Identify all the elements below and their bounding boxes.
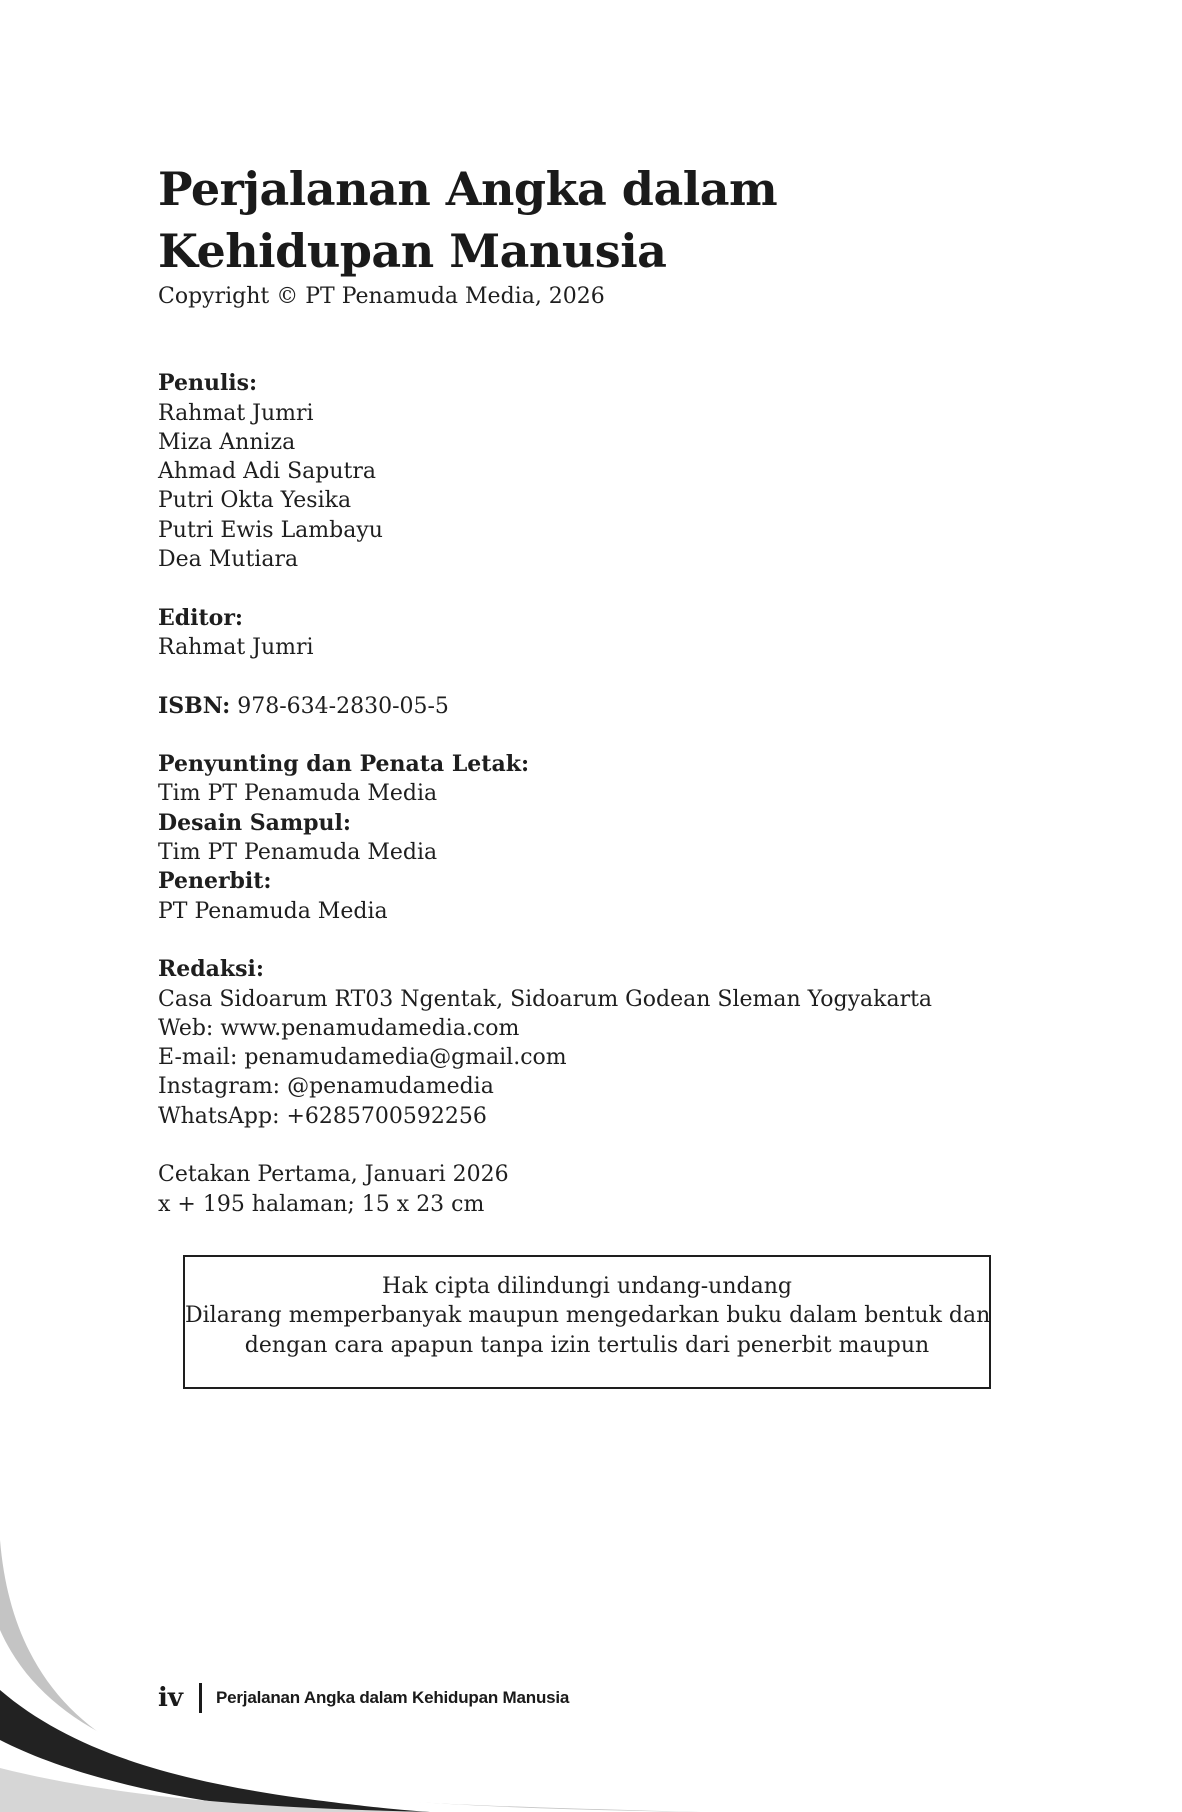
editor-name: Rahmat Jumri: [158, 634, 314, 660]
penyunting-label: Penyunting dan Penata Letak:: [158, 751, 530, 778]
author-name: Putri Ewis Lambayu: [158, 517, 383, 543]
redaksi-label: Redaksi:: [158, 956, 265, 983]
redaksi-web: Web: www.penamudamedia.com: [158, 1015, 520, 1041]
desain-label: Desain Sampul:: [158, 809, 352, 836]
author-name: Rahmat Jumri: [158, 400, 314, 426]
copyright-notice-box: [183, 1255, 991, 1389]
author-name: Putri Okta Yesika: [158, 488, 352, 514]
author-name: Miza Anniza: [158, 429, 296, 455]
notice-line-2: Dilarang memperbanyak maupun mengedarkan buku dalam bentuk dan: [185, 1303, 991, 1329]
redaksi-address: Casa Sidoarum RT03 Ngentak, Sidoarum Godean Sleman Yogyakarta: [158, 986, 933, 1012]
footer-separator: [199, 1683, 202, 1713]
book-title: Perjalanan Angka dalam Kehidupan Manusia: [158, 162, 778, 278]
pages-line: x + 195 halaman; 15 x 23 cm: [158, 1191, 485, 1217]
penerbit-label: Penerbit:: [158, 868, 272, 895]
redaksi-whatsapp: WhatsApp: +6285700592256: [158, 1103, 487, 1129]
redaksi-instagram: Instagram: @penamudamedia: [158, 1074, 494, 1100]
edition-line: Cetakan Pertama, Januari 2026: [158, 1162, 509, 1188]
isbn-label: ISBN:: [158, 692, 231, 719]
notice-line-3: dengan cara apapun tanpa izin tertulis dari penerbit maupun: [244, 1332, 930, 1358]
desain-value: Tim PT Penamuda Media: [158, 840, 438, 866]
running-title: Perjalanan Angka dalam Kehidupan Manusia: [215, 1688, 570, 1707]
author-name: Ahmad Adi Saputra: [158, 459, 377, 485]
penulis-label: Penulis:: [158, 370, 258, 397]
page-footer: [158, 1680, 569, 1716]
page-number: iv: [158, 1683, 183, 1713]
corner-swoosh-decoration: [0, 1540, 700, 1812]
copyright-line: Copyright © PT Penamuda Media, 2026: [158, 284, 605, 309]
swoosh-white-band: [0, 1630, 700, 1812]
author-name: Dea Mutiara: [158, 547, 299, 573]
notice-line-1: Hak cipta dilindungi undang-undang: [382, 1274, 792, 1299]
editor-label: Editor:: [158, 604, 244, 631]
isbn-line: [158, 692, 1058, 721]
isbn-value: 978-634-2830-05-5: [230, 693, 449, 719]
redaksi-email: E-mail: penamudamedia@gmail.com: [158, 1045, 567, 1071]
penerbit-value: PT Penamuda Media: [158, 898, 388, 924]
imprint-content: [158, 158, 1058, 1219]
penyunting-value: Tim PT Penamuda Media: [158, 781, 438, 807]
